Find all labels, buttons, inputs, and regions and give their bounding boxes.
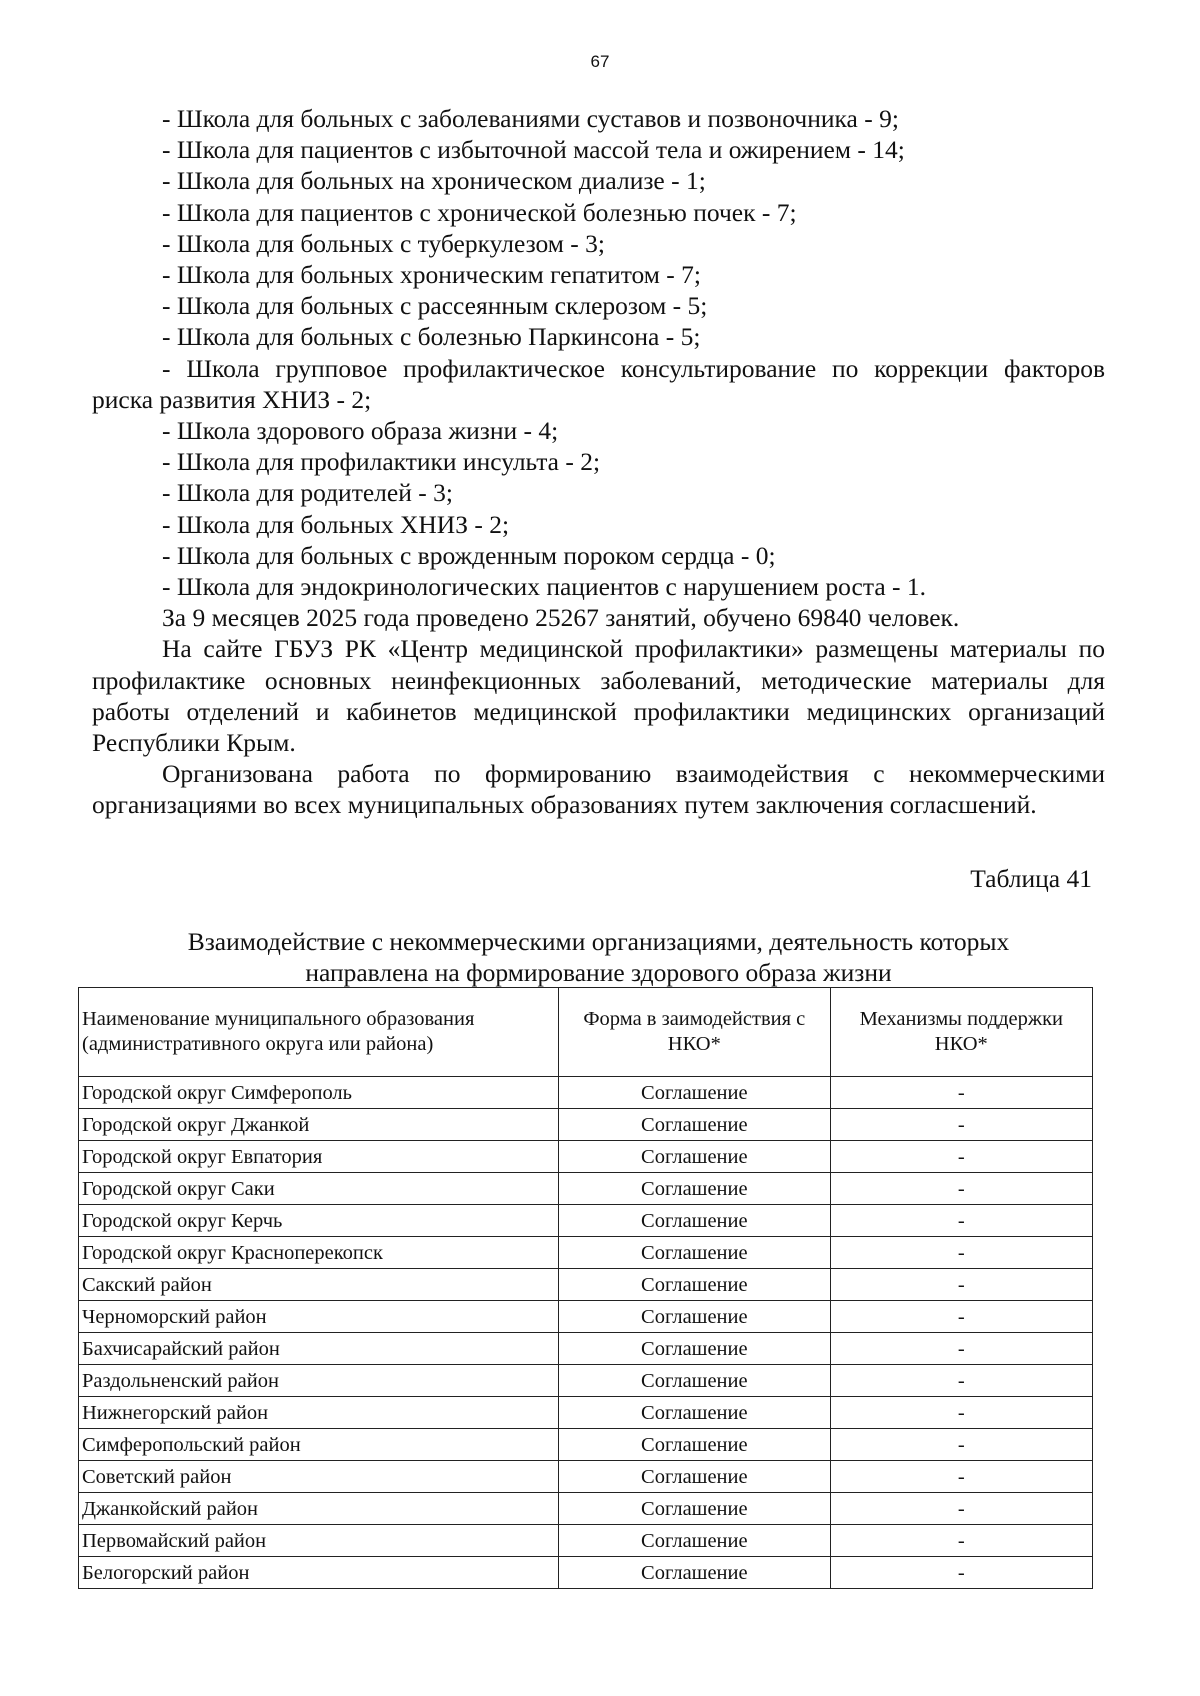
cell-municipality: Симферопольский район	[79, 1429, 559, 1461]
school-list-item: - Школа для больных хроническим гепатитом - 7;	[162, 260, 701, 290]
cell-municipality: Раздольненский район	[79, 1365, 559, 1397]
cell-support-mechanism: -	[830, 1461, 1092, 1493]
cell-interaction-form: Соглашение	[559, 1333, 831, 1365]
school-list-item: - Школа для родителей - 3;	[162, 478, 453, 508]
table-row	[79, 1237, 1093, 1269]
cell-support-mechanism: -	[830, 1493, 1092, 1525]
cell-interaction-form: Соглашение	[559, 1301, 831, 1333]
table-row	[79, 1077, 1093, 1109]
cell-municipality: Первомайский район	[79, 1525, 559, 1557]
table-header-row	[79, 988, 1093, 1077]
school-list-item: - Школа здорового образа жизни - 4;	[162, 416, 559, 446]
cell-municipality: Черноморский район	[79, 1301, 559, 1333]
cell-support-mechanism: -	[830, 1429, 1092, 1461]
school-list-item-group: - Школа групповое профилактическое консультирование по коррекции факторов риска развития ХНИЗ - 2;	[92, 353, 1105, 414]
table-label: Таблица 41	[970, 864, 1092, 893]
cell-municipality: Городской округ Симферополь	[79, 1077, 559, 1109]
school-list-item: - Школа для пациентов с избыточной массой тела и ожирением - 14;	[162, 135, 905, 165]
school-list-item: - Школа для пациентов с хронической болезнью почек - 7;	[162, 197, 797, 227]
table-row	[79, 1461, 1093, 1493]
cell-interaction-form: Соглашение	[559, 1141, 831, 1173]
school-list-item: - Школа для больных на хроническом диализе - 1;	[162, 166, 706, 196]
table-row	[79, 1141, 1093, 1173]
school-list-item: - Школа для эндокринологических пациентов с нарушением роста - 1.	[162, 572, 927, 602]
school-list-item: - Школа для больных с заболеваниями суставов и позвоночника - 9;	[162, 104, 899, 133]
table-row	[79, 1557, 1093, 1589]
school-list-item: - Школа для больных с рассеянным склерозом - 5;	[162, 291, 708, 321]
cell-support-mechanism: -	[830, 1173, 1092, 1205]
cell-support-mechanism: -	[830, 1109, 1092, 1141]
header-municipality: Наименование муниципального образования (административного округа или района)	[79, 988, 559, 1077]
table-title-line: направлена на формирование здорового образа жизни	[305, 958, 892, 988]
cell-municipality: Нижнегорский район	[79, 1397, 559, 1429]
cell-interaction-form: Соглашение	[559, 1077, 831, 1109]
cell-interaction-form: Соглашение	[559, 1269, 831, 1301]
cell-municipality: Бахчисарайский район	[79, 1333, 559, 1365]
table-title	[92, 926, 1105, 988]
table-title-line: Взаимодействие с некоммерческими организациями, деятельность которых	[187, 927, 1010, 956]
cell-municipality: Джанкойский район	[79, 1493, 559, 1525]
cell-interaction-form: Соглашение	[559, 1397, 831, 1429]
header-support-mechanisms: Механизмы поддержки НКО*	[830, 988, 1092, 1077]
cell-municipality: Городской округ Джанкой	[79, 1109, 559, 1141]
header-interaction-form: Форма в заимодействия с НКО*	[559, 988, 831, 1077]
table-row	[79, 1493, 1093, 1525]
table-row	[79, 1269, 1093, 1301]
document-body	[92, 103, 1105, 821]
cell-support-mechanism: -	[830, 1269, 1092, 1301]
table-row	[79, 1429, 1093, 1461]
table-body	[79, 1077, 1093, 1589]
cell-municipality: Городской округ Саки	[79, 1173, 559, 1205]
page-number: 67	[590, 52, 610, 71]
table-row	[79, 1365, 1093, 1397]
cell-support-mechanism: -	[830, 1397, 1092, 1429]
cell-municipality: Городской округ Красноперекопск	[79, 1237, 559, 1269]
cell-interaction-form: Соглашение	[559, 1493, 831, 1525]
cell-support-mechanism: -	[830, 1301, 1092, 1333]
table-row	[79, 1525, 1093, 1557]
cell-interaction-form: Соглашение	[559, 1525, 831, 1557]
cell-municipality: Городской округ Евпатория	[79, 1141, 559, 1173]
cell-interaction-form: Соглашение	[559, 1365, 831, 1397]
table-row	[79, 1109, 1093, 1141]
cell-support-mechanism: -	[830, 1141, 1092, 1173]
cell-interaction-form: Соглашение	[559, 1237, 831, 1269]
school-list-item: - Школа для больных с болезнью Паркинсона - 5;	[162, 322, 701, 352]
school-list-item: - Школа для профилактики инсульта - 2;	[162, 447, 601, 477]
cell-municipality: Белогорский район	[79, 1557, 559, 1589]
nko-table	[78, 987, 1093, 1589]
table-row	[79, 1397, 1093, 1429]
cell-municipality: Сакский район	[79, 1269, 559, 1301]
summary-paragraph: За 9 месяцев 2025 года проведено 25267 занятий, обучено 69840 человек.	[162, 603, 960, 633]
table-row	[79, 1173, 1093, 1205]
cell-support-mechanism: -	[830, 1237, 1092, 1269]
cell-support-mechanism: -	[830, 1205, 1092, 1237]
cell-support-mechanism: -	[830, 1333, 1092, 1365]
cell-municipality: Советский район	[79, 1461, 559, 1493]
cell-interaction-form: Соглашение	[559, 1205, 831, 1237]
table-row	[79, 1301, 1093, 1333]
cell-support-mechanism: -	[830, 1077, 1092, 1109]
cell-support-mechanism: -	[830, 1365, 1092, 1397]
cell-interaction-form: Соглашение	[559, 1173, 831, 1205]
table-row	[79, 1333, 1093, 1365]
cell-interaction-form: Соглашение	[559, 1461, 831, 1493]
school-list-item: - Школа для больных ХНИЗ - 2;	[162, 509, 510, 539]
school-list-item: - Школа для больных с врожденным пороком сердца - 0;	[162, 540, 776, 570]
website-paragraph: На сайте ГБУЗ РК «Центр медицинской профилактики» размещены материалы по профилактике основных неинфекционных заболеваний, методические материалы для работы отделений и кабинетов медицинской профилактики медицинских организаций Республики Крым.	[92, 634, 1105, 758]
nko-paragraph: Организована работа по формированию взаимодействия с некоммерческими организациями во всех муниципальных образованиях путем заключения согласшений.	[92, 759, 1105, 820]
cell-interaction-form: Соглашение	[559, 1429, 831, 1461]
cell-municipality: Городской округ Керчь	[79, 1205, 559, 1237]
cell-interaction-form: Соглашение	[559, 1109, 831, 1141]
cell-interaction-form: Соглашение	[559, 1557, 831, 1589]
cell-support-mechanism: -	[830, 1557, 1092, 1589]
school-list-item: - Школа для больных с туберкулезом - 3;	[162, 228, 606, 258]
table-row	[79, 1205, 1093, 1237]
cell-support-mechanism: -	[830, 1525, 1092, 1557]
